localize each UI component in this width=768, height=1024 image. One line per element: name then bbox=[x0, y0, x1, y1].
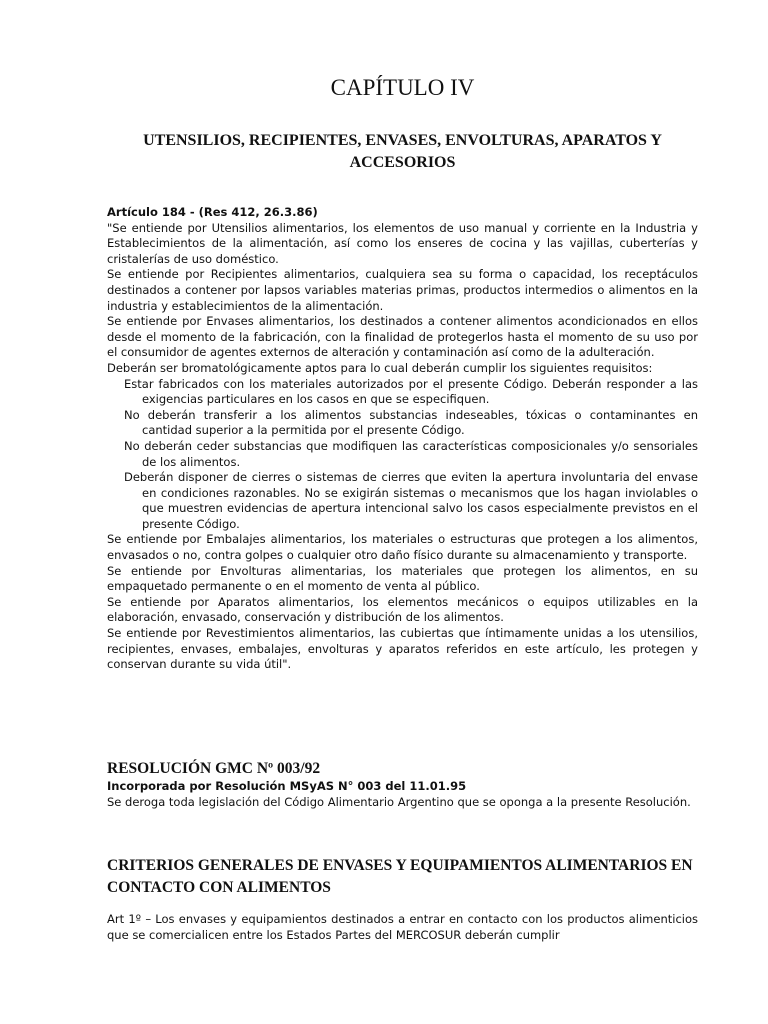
paragraph: Se entiende por Envolturas alimentarias, los materiales que protegen los alimentos, en su empaquetado permanente o en el momento de venta al público. bbox=[107, 563, 698, 594]
article-heading: Artículo 184 - (Res 412, 26.3.86) bbox=[107, 205, 318, 219]
requirement-item: No deberán ceder substancias que modifiquen las características composicionales y/o sensoriales de los alimentos. bbox=[124, 438, 698, 469]
resolution-title: RESOLUCIÓN GMC Nº 003/92 bbox=[107, 760, 321, 777]
paragraph: Se entiende por Embalajes alimentarios, los materiales o estructuras que protegen a los alimentos, envasados o no, contra golpes o cualquier otro daño físico durante su almacenamiento y transporte. bbox=[107, 532, 698, 563]
resolution-subtitle: Incorporada por Resolución MSyAS N° 003 del 11.01.95 bbox=[107, 779, 467, 793]
paragraph: "Se entiende por Utensilios alimentarios, los elementos de uso manual y corriente en la Industria y Establecimientos de la alimentación, así como los enseres de cocina y las vajillas, cuberterías y cristalerías de uso doméstico. bbox=[107, 220, 698, 266]
paragraph: Deberán ser bromatológicamente aptos para lo cual deberán cumplir los siguientes requisitos: bbox=[107, 360, 653, 375]
section-title: UTENSILIOS, RECIPIENTES, ENVASES, ENVOLTURAS, APARATOS Y ACCESORIOS bbox=[143, 132, 662, 171]
criteria-title: CRITERIOS GENERALES DE ENVASES Y EQUIPAMIENTOS ALIMENTARIOS EN CONTACTO CON ALIMENTOS bbox=[107, 857, 693, 896]
requirement-item: Estar fabricados con los materiales autorizados por el presente Código. Deberán responder a las exigencias particulares en los casos en que se especifiquen. bbox=[124, 376, 698, 407]
resolution-text: Se deroga toda legislación del Código Alimentario Argentino que se oponga a la presente Resolución. bbox=[107, 794, 691, 809]
article-1-text: Art 1º – Los envases y equipamientos destinados a entrar en contacto con los productos alimenticios que se comercialicen entre los Estados Partes del MERCOSUR deberán cumplir bbox=[107, 912, 698, 942]
requirement-item: Deberán disponer de cierres o sistemas de cierres que eviten la apertura involuntaria del envase en condiciones razonables. No se exigirán sistemas o mecanismos que los hagan inviolables o que muestren evidencias de apertura intencional salvo los casos especialmente previstos en el presente Código. bbox=[124, 470, 698, 531]
requirement-item: No deberán transferir a los alimentos substancias indeseables, tóxicas o contaminantes en cantidad superior a la permitida por el presente Código. bbox=[124, 407, 698, 438]
paragraph: Se entiende por Recipientes alimentarios, cualquiera sea su forma o capacidad, los receptáculos destinados a contener por lapsos variables materias primas, productos intermedios o alimentos en la industria y establecimientos de la alimentación. bbox=[107, 267, 698, 313]
paragraph: Se entiende por Aparatos alimentarios, los elementos mecánicos o equipos utilizables en la elaboración, envasado, conservación y distribución de los alimentos. bbox=[107, 594, 698, 625]
paragraph: Se entiende por Revestimientos alimentarios, las cubiertas que íntimamente unidas a los utensilios, recipientes, envases, embalajes, envolturas y aparatos referidos en este artículo, les protegen y conservan durante su vida útil". bbox=[107, 626, 698, 672]
paragraph: Se entiende por Envases alimentarios, los destinados a contener alimentos acondicionados en ellos desde el momento de la fabricación, con la finalidad de protegerlos hasta el momento de su uso por el consumidor de agentes externos de alteración y contaminación así como de la adulteración. bbox=[107, 314, 698, 360]
chapter-title: CAPÍTULO IV bbox=[330, 75, 475, 100]
resolution-block bbox=[107, 759, 698, 810]
article-184 bbox=[107, 205, 698, 673]
